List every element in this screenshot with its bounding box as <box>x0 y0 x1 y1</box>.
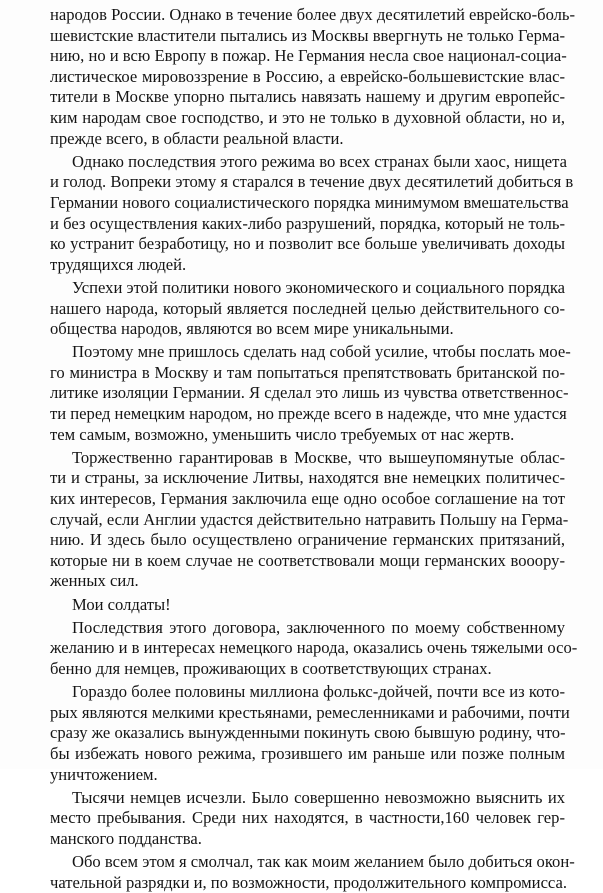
text-line: ти перед немецким народом, но прежде всего в надежде, что мне удастся <box>50 404 567 424</box>
text-line: Успехи этой политики нового экономического и социального порядка <box>72 277 565 297</box>
paragraph <box>50 5 576 149</box>
text-line: Тысячи немцев исчезли. Было совершенно невозможно выяснить их <box>72 787 565 807</box>
text-line: желанию и в интересах немецкого народа, оказались очень тяжелыми осо- <box>50 638 578 658</box>
text-line: нию, но и всю Европу в пожар. Не Германия несла свое национал-социа- <box>50 46 567 66</box>
paragraph <box>50 682 570 785</box>
text-line: Германии нового социалистического порядка минимумом вмешательства <box>50 192 569 212</box>
text-line: и без осуществления каких-либо разрушений, порядка, который не толь- <box>50 213 565 233</box>
paragraph <box>50 788 565 850</box>
text-line: тем самым, возможно, уменьшить число требуемых от нас жертв. <box>50 424 515 444</box>
text-line: манского подданства. <box>50 828 202 848</box>
text-line: Поэтому мне пришлось сделать над собой усилие, чтобы послать мое- <box>72 342 571 362</box>
text-line: Гораздо более половины миллиона фолькс-дойчей, почти все из кото- <box>72 682 565 702</box>
text-line: которые ни в коем случае не соответствовали мощи германских вооору- <box>50 550 565 570</box>
text-line: листическое мировоззрение в Россию, а еврейско-большевистские влас- <box>50 66 565 86</box>
text-line: бенно для немцев, проживающих в соответствующих странах. <box>50 658 492 678</box>
text-line: Последствия этого договора, заключенного по моему собственному <box>72 617 565 637</box>
text-line: женных сил. <box>50 571 139 591</box>
paragraph <box>50 151 574 276</box>
text-line: Обо всем этом я смолчал, так как моим желанием было добиться окон- <box>72 852 575 872</box>
text-line: место пребывания. Среди них находятся, в частности,160 человек гер- <box>50 808 565 828</box>
text-line: случай, если Англии удастся действительно натравить Польшу на Герма- <box>50 509 569 529</box>
text-line: ти и страны, за исключение Литвы, находятся вне немецких политичес- <box>50 468 565 488</box>
text-line: Однако последствия этого режима во всех странах были хаос, нищета <box>72 151 567 171</box>
text-line: бы избежать нового режима, грозившего им раньше или позже полным <box>50 743 565 763</box>
text-line: ко устранит безработицу, но и позволит все больше увеличивать доходы <box>50 234 565 254</box>
text-line: народов России. Однако в течение более двух десятилетий еврейско-боль- <box>50 5 576 24</box>
text-line: Мои солдаты! <box>72 594 171 614</box>
paragraph <box>50 617 578 680</box>
text-line: рых являются мелкими крестьянами, ремесленниками и рабочими, почти <box>50 702 570 722</box>
text-line: нашего народа, который является последней целью действительного со- <box>50 298 565 318</box>
text-line: прежде всего, в области реальной власти. <box>50 128 344 148</box>
text-line: литике изоляции Германии. Я сделал это лишь из чувства ответственнос- <box>50 383 569 403</box>
text-line: и голод. Вопреки этому я старался в течение двух десятилетий добиться в <box>50 172 574 192</box>
text-line: сразу же оказались вынужденными покинуть свою бывшую родину, что- <box>50 723 566 743</box>
text-line: тители в Москве упорно пытались навязать нашему и другим европейс- <box>50 87 565 107</box>
text-line: шевистские властители пытались из Москвы ввергнуть не только Герма- <box>50 25 565 45</box>
text-line: Торжественно гарантировав в Москве, что вышеупомянутые облас- <box>72 447 565 467</box>
text-line: чательной разрядки и, по возможности, продолжительного компромисса. <box>50 872 568 892</box>
paragraph <box>50 852 575 893</box>
text-line: уничтожением. <box>50 764 158 784</box>
paragraph <box>50 447 569 592</box>
text-line: общества народов, являются во всем мире уникальными. <box>50 319 454 339</box>
paragraph <box>50 278 565 340</box>
text-line: го министра в Москву и там попытаться препятствовать британской по- <box>50 362 565 382</box>
text-line: нию. И здесь было осуществлено ограничение германских притязаний, <box>50 530 565 550</box>
text-line: ких интересов, Германия заключила еще одно особое соглашение на тот <box>50 489 565 509</box>
text-line: ким народам свое господство, и это не только в духовной области, но и, <box>50 107 565 127</box>
paragraph <box>50 595 565 616</box>
text-line: трудящихся людей. <box>50 254 187 274</box>
paragraph <box>50 342 571 445</box>
